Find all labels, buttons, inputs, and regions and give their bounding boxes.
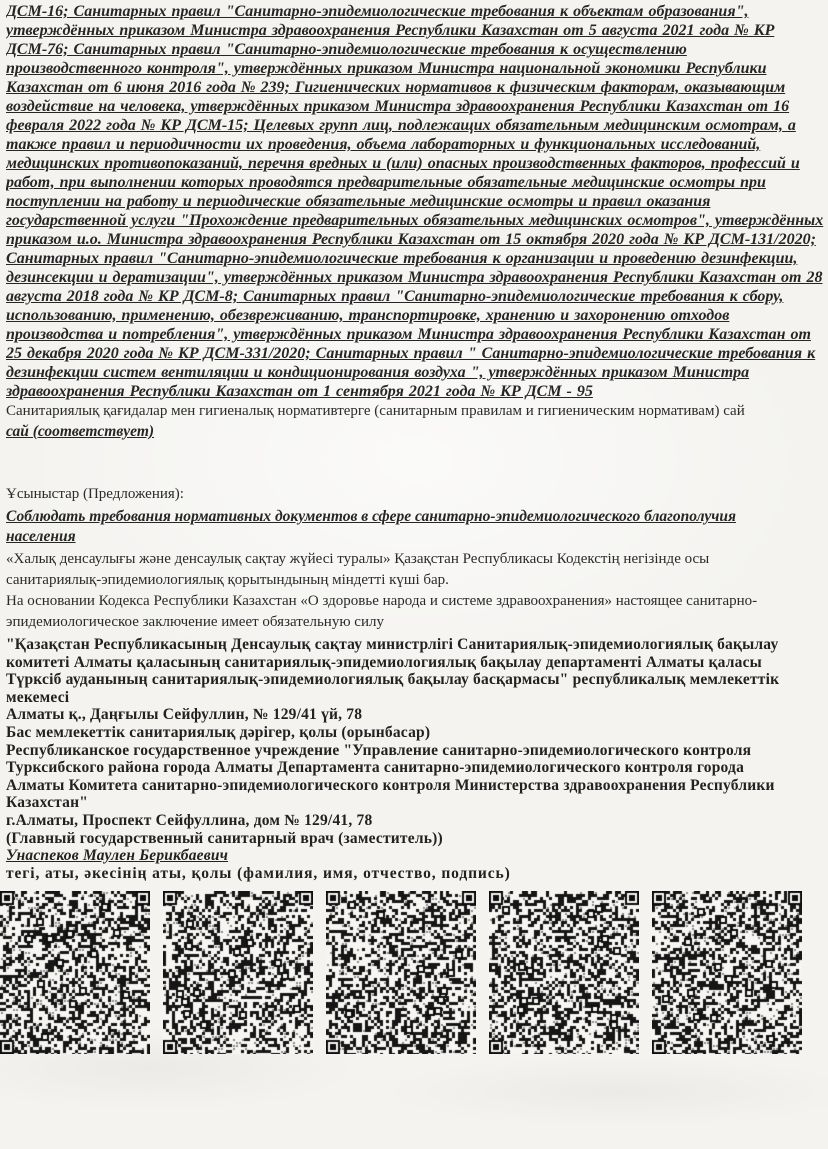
legal-basis-kk: «Халық денсаулығы және денсаулық сақтау жүйесі туралы» Қазақстан Республикасы Кодекстің негізінде осы санитариялық-эпидемиологиялық қорытындының міндетті күші бар. xyxy=(6,551,710,588)
issuer-address-kk: Алматы қ., Даңғылы Сейфуллин, № 129/41 үй, 78 xyxy=(6,706,363,724)
signer-title-ru: (Главный государственный санитарный врач (заместитель)) xyxy=(6,829,443,847)
legal-citations-paragraph: ДСМ-16; Санитарных правил "Санитарно-эпидемиологические требования к объектам образования", утверждённых приказом Министра здравоохранения Республики Казахстан от 5 августа 2021 года № КР ДСМ-76; Санитарных правил "Санитарно-эпидемиологические требования к осуществлению производственного контроля", утверждённых приказом Министра национальной экономики Республики Казахстан от 6 июня 2016 года № 239; Гигиенических нормативов к физическим факторам, оказывающим воздействие на человека, утверждённых приказом Министра здравоохранения Республики Казахстан от 16 февраля 2022 года № КР ДСМ-15; Целевых групп лиц, подлежащих обязательным медицинским осмотрам, а также правил и периодичности их проведения, объема лабораторных и функциональных исследований, медицинских противопоказаний, перечня вредных и (или) опасных производственных факторов, профессий и работ, при выполнении которых проводятся предварительные обязательные медицинские осмотры при поступлении на работу и периодические обязательные медицинские осмотры и правил оказания государственной услуги "Прохождение предварительных обязательных медицинских осмотров", утверждённых приказом и.о. Министра здравоохранения Республики Казахстан от 15 октября 2020 года № КР ДСМ-131/2020; Санитарных правил "Санитарно-эпидемиологические требования к организации и проведению дезинфекции, дезинсекции и дератизации", утверждённых приказом Министра здравоохранения Республики Казахстан от 28 августа 2018 года № КР ДСМ-8; Санитарных правил "Санитарно-эпидемиологические требования к сбору, использованию, применению, обезвреживанию, транспортировке, хранению и захоронению отходов производства и потребления", утверждённых приказом Министра здравоохранения Республики Казахстан от 25 декабря 2020 года № КР ДСМ-331/2020; Санитарных правил " Санитарно-эпидемиологические требования к дезинфекции систем вентиляции и кондиционирования воздуха ", утверждённых приказом Министра здравоохранения Республики Казахстан от 1 сентября 2021 года № КР ДСМ - 95 xyxy=(6,3,824,400)
qr-code-row xyxy=(0,891,828,1054)
recommendations-instruction: Соблюдать требования нормативных документов в сфере санитарно-эпидемиологического благополучия населения xyxy=(6,508,737,545)
compliance-statement-kk: Санитариялық қағидалар мен гигиеналық нормативтерге (санитарным правилам и гигиеническим нормативам) сай xyxy=(6,403,745,419)
qr-code-3 xyxy=(326,891,476,1054)
issuer-address-ru: г.Алматы, Проспект Сейфуллина, дом № 129/41, 78 xyxy=(6,811,373,829)
qr-code-4 xyxy=(489,891,639,1054)
signer-title-kk: Бас мемлекеттік санитариялық дәрігер, қолы (орынбасар) xyxy=(6,723,431,741)
compliance-result: сай (соответствует) xyxy=(6,423,155,440)
issuer-name-ru: Республиканское государственное учреждение "Управление санитарно-эпидемиологического контроля Турксибского района города Алматы Департамента санитарно-эпидемиологического контроля города Алматы Комитета санитарно-эпидемиологического контроля Министерства здравоохранения Республики Казахстан" xyxy=(6,741,775,812)
qr-code-5 xyxy=(652,891,802,1054)
qr-code-1 xyxy=(0,891,150,1054)
qr-code-2 xyxy=(163,891,313,1054)
issuer-name-kk: "Қазақстан Республикасының Денсаулық сақтау министрлігі Санитариялық-эпидемиологиялық бақылау комитеті Алматы қаласының санитариялық-эпидемиологиялық бақылау департаменті Алматы қаласы Түрксіб ауданының санитариялық-эпидемиологиялық бақылау басқармасы" республикалық мемлекеттік мекемесі xyxy=(6,636,780,706)
signer-name: Унаспеков Маулен Берикбаевич xyxy=(6,847,229,865)
recommendations-heading: Ұсыныстар (Предложения): xyxy=(6,486,184,502)
issuer-block xyxy=(6,636,806,882)
signature-caption: тегі, аты, әкесінің аты, қолы (фамилия, имя, отчество, подпись) xyxy=(6,864,511,882)
legal-basis-ru: На основании Кодекса Республики Казахстан «О здоровье народа и системе здравоохранения» настоящее санитарно-эпидемиологическое заключение имеет обязательную силу xyxy=(6,593,758,630)
